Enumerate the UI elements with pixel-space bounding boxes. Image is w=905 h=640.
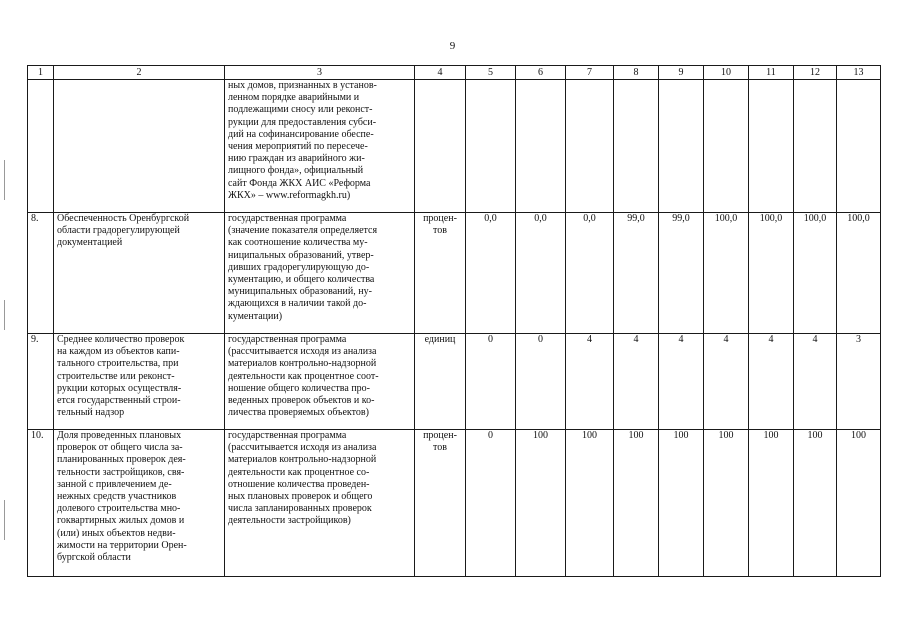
indicator-name: Обеспеченность Оренбургской области градорегулирующей документацией (54, 213, 225, 334)
unit: единиц (415, 334, 466, 430)
value-cell: 4 (566, 334, 614, 430)
value-cell: 100,0 (794, 213, 837, 334)
column-number: 1 (28, 66, 54, 80)
data-source: ных домов, признанных в установ- ленном порядке аварийными и подлежащими сносу или реконст- рукции для предоставления субси- дий на софинансирование обеспе- чения мероприятий по пересече- нию граждан из аварийного жи- лищного фонда», официальный сайт Фонда ЖКХ АИС «Реформа ЖКХ» – www.reformagkh.ru) (225, 80, 415, 213)
table-row (28, 80, 881, 213)
scan-edge-mark (4, 500, 5, 540)
table-row (28, 213, 881, 334)
value-cell: 100 (837, 430, 881, 577)
unit: процен- тов (415, 213, 466, 334)
column-number: 2 (54, 66, 225, 80)
value-cell (794, 80, 837, 213)
value-cell: 100,0 (837, 213, 881, 334)
data-source: государственная программа (значение показателя определяется как соотношение количества му- ниципальных образований, утвер- дивших градорегулирующую до- кументацию, и общего количества муниципальных образований, ну- ждающихся в наличии такой до- кументации) (225, 213, 415, 334)
row-number: 10. (28, 430, 54, 577)
value-cell: 0,0 (516, 213, 566, 334)
value-cell: 100,0 (749, 213, 794, 334)
column-number: 10 (704, 66, 749, 80)
row-number: 9. (28, 334, 54, 430)
table-row (28, 430, 881, 577)
unit (415, 80, 466, 213)
indicator-name (54, 80, 225, 213)
value-cell: 100 (566, 430, 614, 577)
value-cell: 4 (749, 334, 794, 430)
unit: процен- тов (415, 430, 466, 577)
value-cell: 100 (516, 430, 566, 577)
row-number: 8. (28, 213, 54, 334)
value-cell: 4 (614, 334, 659, 430)
indicator-name: Среднее количество проверок на каждом из объектов капи- тального строительства, при строительстве или реконст- рукции которых осуществля- ется государственный строи- тельный надзор (54, 334, 225, 430)
value-cell (466, 80, 516, 213)
value-cell: 100 (614, 430, 659, 577)
value-cell: 4 (794, 334, 837, 430)
column-number: 7 (566, 66, 614, 80)
row-number (28, 80, 54, 213)
page-number: 9 (449, 40, 456, 52)
value-cell: 100 (704, 430, 749, 577)
column-number: 13 (837, 66, 881, 80)
value-cell (516, 80, 566, 213)
data-source: государственная программа (рассчитывается исходя из анализа материалов контрольно-надзорной деятельности как процентное соот- ношение общего количества про- веденных проверок объектов и ко- личества проверяемых объектов) (225, 334, 415, 430)
value-cell: 4 (704, 334, 749, 430)
column-number: 5 (466, 66, 516, 80)
column-number: 9 (659, 66, 704, 80)
column-number: 12 (794, 66, 837, 80)
value-cell: 0 (466, 334, 516, 430)
value-cell: 100 (749, 430, 794, 577)
value-cell: 99,0 (659, 213, 704, 334)
value-cell (659, 80, 704, 213)
scan-edge-mark (4, 300, 5, 330)
value-cell (566, 80, 614, 213)
value-cell: 99,0 (614, 213, 659, 334)
value-cell (749, 80, 794, 213)
value-cell: 100 (794, 430, 837, 577)
data-source: государственная программа (рассчитывается исходя из анализа материалов контрольно-надзорной деятельности как процентное со- отношение количества проведен- ных плановых проверок и общего числа запланированных проверок деятельности застройщиков) (225, 430, 415, 577)
value-cell: 100 (659, 430, 704, 577)
column-number: 3 (225, 66, 415, 80)
column-number-row (28, 66, 881, 80)
value-cell: 0 (466, 430, 516, 577)
value-cell: 4 (659, 334, 704, 430)
column-number: 11 (749, 66, 794, 80)
value-cell: 100,0 (704, 213, 749, 334)
table-row (28, 334, 881, 430)
column-number: 6 (516, 66, 566, 80)
value-cell: 0 (516, 334, 566, 430)
value-cell: 3 (837, 334, 881, 430)
column-number: 8 (614, 66, 659, 80)
value-cell (704, 80, 749, 213)
value-cell: 0,0 (566, 213, 614, 334)
column-number: 4 (415, 66, 466, 80)
value-cell (837, 80, 881, 213)
value-cell: 0,0 (466, 213, 516, 334)
scan-edge-mark (4, 160, 5, 200)
value-cell (614, 80, 659, 213)
indicator-name: Доля проведенных плановых проверок от общего числа за- планированных проверок дея- тельности застройщиков, свя- занной с привлечением де- нежных средств участников долевого строительства мно- гоквартирных жилых домов и (или) иных объектов недви- жимости на территории Орен- бургской области (54, 430, 225, 577)
indicators-table (27, 65, 881, 577)
